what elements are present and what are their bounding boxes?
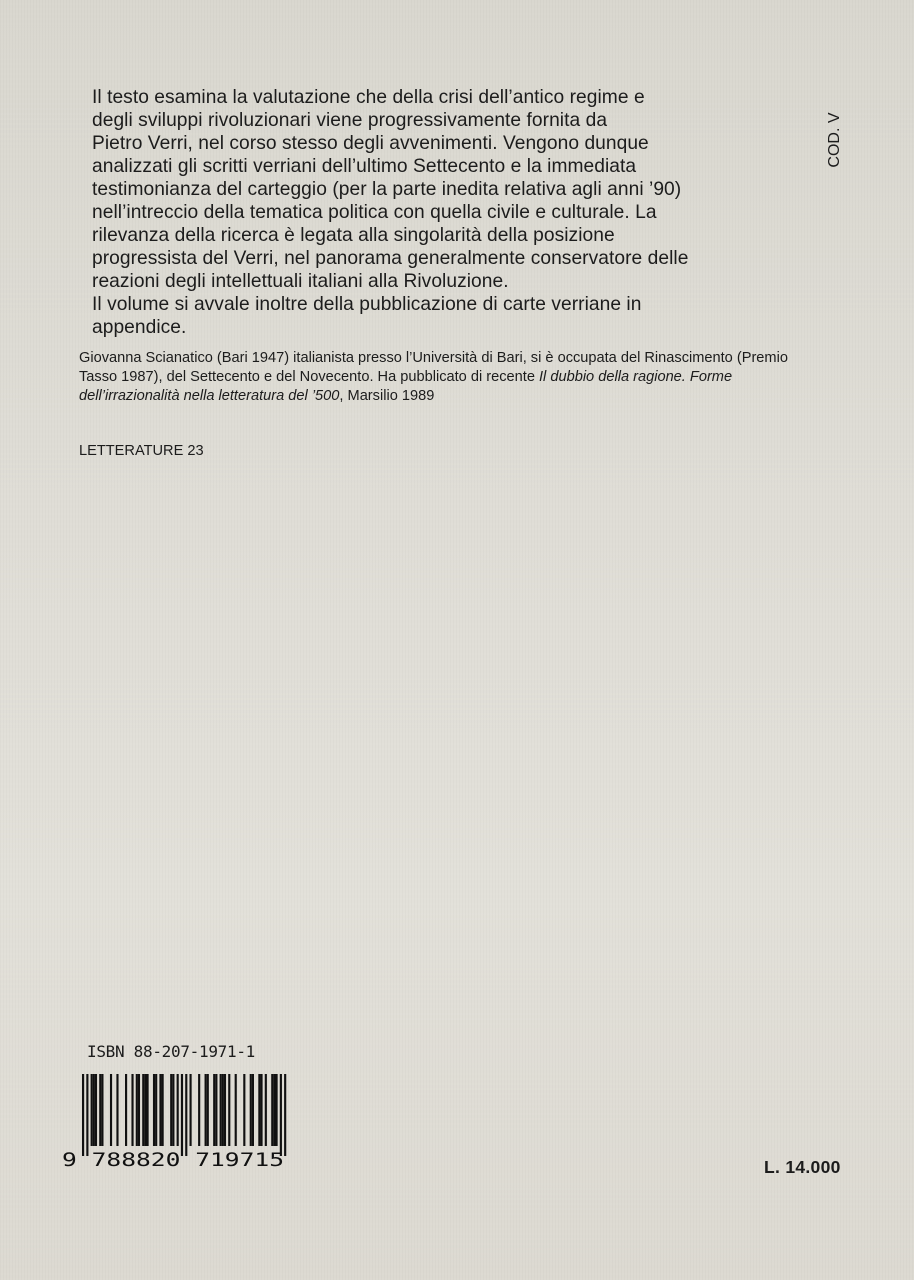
barcode-bar <box>125 1074 127 1146</box>
barcode-number: 9 788820 719715 <box>62 1149 284 1169</box>
barcode-bar <box>142 1074 144 1146</box>
barcode-bar <box>136 1074 138 1146</box>
barcode-bar <box>144 1074 146 1146</box>
barcode-bar <box>224 1074 226 1146</box>
barcode-bar <box>271 1074 273 1146</box>
barcode-bar <box>207 1074 209 1146</box>
price: L. 14.000 <box>764 1157 841 1177</box>
barcode-bar <box>155 1074 157 1146</box>
barcode-bar <box>91 1074 93 1146</box>
barcode-bar <box>205 1074 207 1146</box>
isbn-number: ISBN 88-207-1971-1 <box>87 1042 255 1061</box>
barcode-bar <box>198 1074 200 1146</box>
barcode-bar <box>213 1074 215 1146</box>
barcode-bar <box>181 1074 183 1156</box>
barcode-bar <box>162 1074 164 1146</box>
barcode-bar <box>228 1074 230 1146</box>
barcode-bar <box>220 1074 222 1146</box>
barcode-bar <box>190 1074 192 1146</box>
barcode-bar <box>222 1074 224 1146</box>
barcode-bar <box>273 1074 275 1146</box>
barcode-bar <box>159 1074 161 1146</box>
barcode-bar <box>252 1074 254 1146</box>
barcode-bar <box>260 1074 262 1146</box>
barcode-bar <box>110 1074 112 1146</box>
series-label: LETTERATURE 23 <box>79 443 204 459</box>
barcode-bar <box>215 1074 217 1146</box>
barcode-bar <box>235 1074 237 1146</box>
barcode-bar <box>101 1074 103 1146</box>
barcode-bar <box>95 1074 97 1146</box>
barcode-bar <box>131 1074 133 1146</box>
barcode-bar <box>185 1074 187 1156</box>
barcode-bar <box>265 1074 267 1146</box>
barcode <box>62 1074 287 1169</box>
cod-label: COD. V <box>826 112 843 168</box>
barcode-bar <box>177 1074 179 1146</box>
barcode-bar <box>170 1074 172 1146</box>
barcode-bar <box>258 1074 260 1146</box>
author-bio <box>79 349 814 406</box>
barcode-bar <box>276 1074 278 1146</box>
barcode-bar <box>147 1074 149 1146</box>
barcode-bar <box>243 1074 245 1146</box>
barcode-bar <box>93 1074 95 1146</box>
book-description: Il testo esamina la valutazione che della crisi dell’antico regime e degli sviluppi rivoluzionari viene progressivamente fornita da Pietro Verri, nel corso stesso degli avvenimenti. Vengono dunque analizzati gli scritti verriani dell’ultimo Settecento e la immediata testimonianza del carteggio (per la parte inedita relativa agli anni ’90) nell’intreccio della tematica politica con quella civile e culturale. La rilevanza della ricerca è legata alla singolarità della posizione progressista del Verri, nel panorama generalmente conservatore delle reazioni degli intellettuali italiani alla Rivoluzione. Il volume si avvale inoltre della pubblicazione di carte verriane in appendice. <box>92 87 689 338</box>
author-book-publisher: , Marsilio 1989 <box>339 388 435 404</box>
barcode-bar <box>86 1074 88 1156</box>
barcode-bar <box>153 1074 155 1146</box>
barcode-graphic <box>62 1074 287 1169</box>
barcode-bar <box>99 1074 101 1146</box>
barcode-bar <box>138 1074 140 1146</box>
author-book-title: Il dubbio della ragione. Forme dell’irrazionalità nella letteratura del ’500 <box>79 369 733 404</box>
barcode-bar <box>284 1074 286 1156</box>
barcode-bar <box>82 1074 84 1156</box>
barcode-bar <box>116 1074 118 1146</box>
barcode-bar <box>250 1074 252 1146</box>
author-bio-text: Giovanna Scianatico (Bari 1947) italianista presso l’Università di Bari, si è occupata del Rinascimento (Premio Tasso 1987), del Settecento e del Novecento. Ha pubblicato di recente <box>79 350 788 385</box>
barcode-bar <box>280 1074 282 1156</box>
barcode-bar <box>172 1074 174 1146</box>
